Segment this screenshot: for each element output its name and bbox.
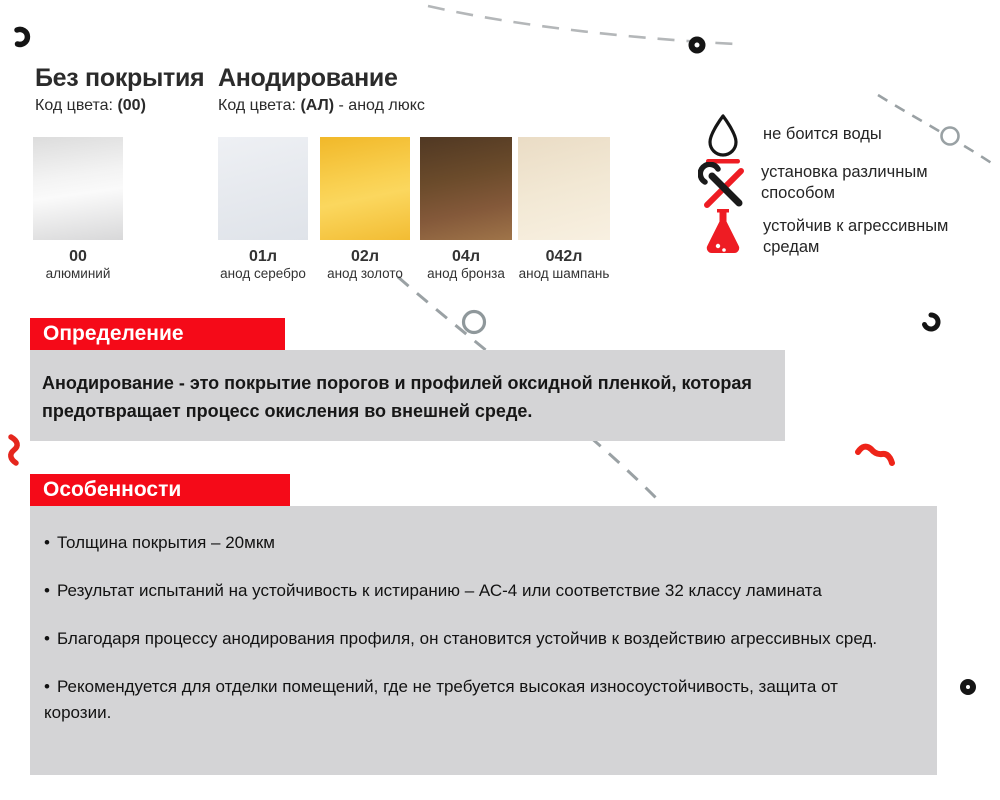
swatch-name: анод серебро (220, 266, 306, 282)
color-chip-aluminium (33, 137, 123, 240)
bullet-item: • Благодаря процессу анодирования профиля, он становится устойчив к воздействию агрессивных сред. (44, 628, 878, 648)
circle-marker-right (942, 128, 959, 145)
bullet-marker: • (44, 580, 50, 600)
swatch-code: 042л (545, 248, 583, 265)
swatch-label (33, 247, 123, 282)
color-chip-silver (218, 137, 308, 240)
bullet-item: • Результат испытаний на устойчивость к истиранию – АС-4 или соответствие 32 классу ламината (44, 580, 822, 600)
swatch-code: 04л (452, 248, 480, 265)
bullet-marker: • (44, 676, 50, 696)
swatch-label (420, 247, 512, 282)
color-chip-champagne (518, 137, 610, 240)
feature-water-label: не боится воды (763, 125, 882, 143)
definition-banner (30, 318, 285, 350)
swatch-name: анод шампань (518, 266, 610, 282)
features-banner (30, 474, 290, 506)
swatch-code: 02л (351, 248, 379, 265)
bullet-item: • Толщина покрытия – 20мкм (44, 533, 275, 552)
feature-install (698, 162, 966, 212)
bullet-marker: • (44, 533, 50, 552)
color-chip-gold (320, 137, 410, 240)
no-coating-code: Код цвета: (00) (35, 97, 146, 114)
color-chip-bronze (420, 137, 512, 240)
swatch-label (218, 247, 308, 282)
features-bullet-list (30, 506, 937, 727)
black-donut-dot-bottom (963, 682, 973, 692)
swatch-code: 01л (249, 248, 277, 265)
swatch-aluminium (33, 137, 123, 282)
feature-water (703, 112, 882, 164)
black-ring-mark (925, 315, 939, 329)
circle-marker-middle (464, 312, 485, 333)
definition-box (30, 350, 785, 441)
swatch-name: алюминий (45, 266, 111, 282)
swatch-champagne (518, 137, 610, 282)
no-coating-title: Без покрытия (35, 64, 205, 92)
red-squiggle-right (858, 447, 892, 463)
swatch-name: анод бронза (427, 266, 505, 282)
swatch-gold (320, 137, 410, 282)
black-comma-mark (17, 29, 27, 44)
features-box (30, 506, 937, 775)
swatch-name: анод золото (327, 266, 403, 282)
black-donut-dot-top (692, 40, 703, 51)
anodizing-title: Анодирование (218, 64, 398, 92)
dashed-line-right (878, 95, 993, 164)
red-squiggle-left (11, 437, 17, 463)
swatch-code: 00 (69, 248, 87, 265)
feature-resistant (703, 207, 958, 259)
water-drop-icon (703, 112, 743, 164)
anodizing-code: Код цвета: (АЛ) - анод люкс (218, 97, 425, 114)
feature-resistant-label: устойчив к агрессивным средам (763, 217, 949, 257)
features-title: Особенности (43, 478, 182, 501)
swatch-silver (218, 137, 308, 282)
bullet-marker: • (44, 628, 50, 648)
tools-icon (698, 162, 748, 212)
swatch-label (320, 247, 410, 282)
bullet-item: • Рекомендуется для отделки помещений, где не требуется высокая износоустойчивость, защита от корозии. (44, 676, 838, 723)
flask-icon (703, 207, 743, 259)
dashed-line-top (428, 6, 735, 44)
feature-install-label: установка различным способом (761, 163, 928, 203)
definition-body: Анодирование - это покрытие порогов и профилей оксидной пленкой, которая предотвращает процесс окисления во внешней среде. (42, 373, 752, 421)
definition-title: Определение (43, 322, 184, 345)
swatch-bronze (420, 137, 512, 282)
swatch-label (518, 247, 610, 282)
